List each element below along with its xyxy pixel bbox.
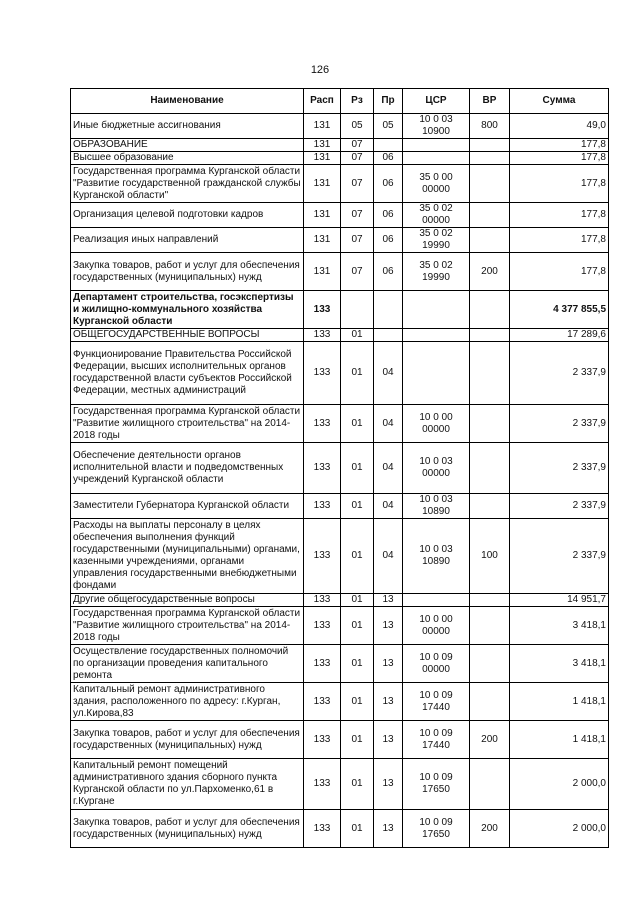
cell-pr: 13 xyxy=(374,810,403,848)
cell-pr: 04 xyxy=(374,443,403,494)
cell-sum: 2 337,9 xyxy=(510,342,609,405)
cell-rasp: 133 xyxy=(304,291,341,329)
cell-csr: 10 0 09 17440 xyxy=(403,683,470,721)
cell-rasp: 133 xyxy=(304,342,341,405)
cell-rz: 01 xyxy=(341,683,374,721)
cell-csr: 10 0 03 10890 xyxy=(403,519,470,594)
cell-vr xyxy=(470,594,510,607)
cell-sum: 3 418,1 xyxy=(510,645,609,683)
cell-sum: 177,8 xyxy=(510,139,609,152)
table-row xyxy=(71,721,609,759)
cell-csr: 35 0 00 00000 xyxy=(403,165,470,203)
cell-sum: 2 000,0 xyxy=(510,759,609,810)
cell-vr xyxy=(470,645,510,683)
cell-csr: 35 0 02 19990 xyxy=(403,228,470,253)
budget-table xyxy=(70,88,609,848)
cell-name: Иные бюджетные ассигнования xyxy=(71,114,304,139)
cell-pr: 06 xyxy=(374,228,403,253)
cell-rasp: 131 xyxy=(304,139,341,152)
cell-csr: 10 0 09 17440 xyxy=(403,721,470,759)
cell-pr xyxy=(374,139,403,152)
table-row xyxy=(71,519,609,594)
cell-sum: 177,8 xyxy=(510,228,609,253)
cell-vr: 800 xyxy=(470,114,510,139)
cell-csr xyxy=(403,594,470,607)
cell-vr xyxy=(470,683,510,721)
cell-name: Реализация иных направлений xyxy=(71,228,304,253)
table-row xyxy=(71,165,609,203)
cell-vr xyxy=(470,228,510,253)
cell-pr: 13 xyxy=(374,759,403,810)
table-row xyxy=(71,810,609,848)
table-row xyxy=(71,494,609,519)
table-row xyxy=(71,645,609,683)
table-row xyxy=(71,342,609,405)
cell-rasp: 131 xyxy=(304,203,341,228)
cell-pr: 04 xyxy=(374,342,403,405)
table-row xyxy=(71,139,609,152)
cell-name: Другие общегосударственные вопросы xyxy=(71,594,304,607)
cell-name: ОБЩЕГОСУДАРСТВЕННЫЕ ВОПРОСЫ xyxy=(71,329,304,342)
cell-rasp: 131 xyxy=(304,228,341,253)
cell-rz: 07 xyxy=(341,139,374,152)
cell-csr xyxy=(403,139,470,152)
cell-rasp: 133 xyxy=(304,443,341,494)
cell-name: Высшее образование xyxy=(71,152,304,165)
cell-vr: 200 xyxy=(470,721,510,759)
cell-pr xyxy=(374,291,403,329)
cell-vr xyxy=(470,607,510,645)
cell-sum: 177,8 xyxy=(510,253,609,291)
cell-vr xyxy=(470,152,510,165)
cell-pr: 06 xyxy=(374,203,403,228)
cell-rasp: 131 xyxy=(304,152,341,165)
cell-sum: 3 418,1 xyxy=(510,607,609,645)
cell-rasp: 133 xyxy=(304,594,341,607)
cell-rz xyxy=(341,291,374,329)
table-row xyxy=(71,683,609,721)
cell-vr xyxy=(470,203,510,228)
cell-pr: 04 xyxy=(374,405,403,443)
cell-rasp: 133 xyxy=(304,405,341,443)
cell-vr: 200 xyxy=(470,253,510,291)
cell-pr: 06 xyxy=(374,253,403,291)
cell-name: Заместители Губернатора Курганской области xyxy=(71,494,304,519)
cell-rz: 01 xyxy=(341,405,374,443)
cell-rz: 01 xyxy=(341,721,374,759)
cell-sum: 17 289,6 xyxy=(510,329,609,342)
table-header-row xyxy=(71,89,609,114)
cell-sum: 2 337,9 xyxy=(510,443,609,494)
column-header-sum: Сумма xyxy=(510,89,609,114)
cell-vr xyxy=(470,329,510,342)
cell-rasp: 131 xyxy=(304,165,341,203)
cell-pr: 13 xyxy=(374,683,403,721)
cell-vr: 100 xyxy=(470,519,510,594)
cell-name: Обеспечение деятельности органов исполнительной власти и подведомственных учреждений Курганской области xyxy=(71,443,304,494)
cell-pr: 04 xyxy=(374,494,403,519)
cell-rz: 01 xyxy=(341,342,374,405)
cell-rz: 07 xyxy=(341,253,374,291)
cell-sum: 177,8 xyxy=(510,203,609,228)
cell-rasp: 133 xyxy=(304,519,341,594)
page-number: 126 xyxy=(310,64,330,76)
cell-csr xyxy=(403,342,470,405)
column-header-csr: ЦСР xyxy=(403,89,470,114)
cell-rz: 07 xyxy=(341,228,374,253)
cell-name: Капитальный ремонт помещений административного здания сборного пункта Курганской области по ул.Пархоменко,61 в г.Кургане xyxy=(71,759,304,810)
column-header-name: Наименование xyxy=(71,89,304,114)
cell-vr xyxy=(470,291,510,329)
cell-rasp: 133 xyxy=(304,329,341,342)
cell-sum: 177,8 xyxy=(510,152,609,165)
table-row xyxy=(71,114,609,139)
column-header-rz: Рз xyxy=(341,89,374,114)
cell-name: Департамент строительства, госэкспертизы и жилищно-коммунального хозяйства Курганской области xyxy=(71,291,304,329)
cell-vr xyxy=(470,494,510,519)
cell-name: Государственная программа Курганской области "Развитие государственной гражданской службы Курганской области" xyxy=(71,165,304,203)
cell-vr xyxy=(470,759,510,810)
cell-sum: 2 337,9 xyxy=(510,494,609,519)
cell-name: Осуществление государственных полномочий по организации проведения капитального ремонта xyxy=(71,645,304,683)
cell-sum: 1 418,1 xyxy=(510,721,609,759)
cell-vr xyxy=(470,443,510,494)
cell-rasp: 133 xyxy=(304,683,341,721)
cell-pr xyxy=(374,329,403,342)
cell-name: Закупка товаров, работ и услуг для обеспечения государственных (муниципальных) нужд xyxy=(71,253,304,291)
cell-name: Государственная программа Курганской области "Развитие жилищного строительства" на 2014-2018 годы xyxy=(71,607,304,645)
cell-rz: 07 xyxy=(341,165,374,203)
cell-csr xyxy=(403,329,470,342)
cell-name: Функционирование Правительства Российской Федерации, высших исполнительных органов государственной власти субъектов Российской Федерации, местных администраций xyxy=(71,342,304,405)
cell-rz: 01 xyxy=(341,607,374,645)
cell-csr: 10 0 09 00000 xyxy=(403,645,470,683)
cell-pr: 06 xyxy=(374,152,403,165)
table-row xyxy=(71,228,609,253)
table-row xyxy=(71,443,609,494)
cell-pr: 05 xyxy=(374,114,403,139)
cell-rasp: 133 xyxy=(304,607,341,645)
cell-csr: 10 0 03 00000 xyxy=(403,443,470,494)
cell-sum: 2 337,9 xyxy=(510,519,609,594)
cell-csr: 10 0 00 00000 xyxy=(403,405,470,443)
column-header-vr: ВР xyxy=(470,89,510,114)
cell-vr xyxy=(470,139,510,152)
cell-pr: 04 xyxy=(374,519,403,594)
cell-name: Закупка товаров, работ и услуг для обеспечения государственных (муниципальных) нужд xyxy=(71,810,304,848)
cell-csr: 35 0 02 19990 xyxy=(403,253,470,291)
cell-rz: 01 xyxy=(341,645,374,683)
cell-csr xyxy=(403,291,470,329)
cell-rasp: 133 xyxy=(304,645,341,683)
cell-rz: 01 xyxy=(341,443,374,494)
cell-pr: 13 xyxy=(374,645,403,683)
cell-rz: 01 xyxy=(341,494,374,519)
table-row xyxy=(71,203,609,228)
cell-csr: 10 0 09 17650 xyxy=(403,759,470,810)
cell-sum: 177,8 xyxy=(510,165,609,203)
table-row xyxy=(71,253,609,291)
table-row xyxy=(71,759,609,810)
column-header-rasp: Расп xyxy=(304,89,341,114)
table-body xyxy=(71,114,609,848)
cell-name: Закупка товаров, работ и услуг для обеспечения государственных (муниципальных) нужд xyxy=(71,721,304,759)
cell-name: Расходы на выплаты персоналу в целях обеспечения выполнения функций государственными (муниципальными) органами, казенными учреждениями, органами управления государственными внебюджетными фондами xyxy=(71,519,304,594)
table-row xyxy=(71,152,609,165)
cell-rz: 01 xyxy=(341,810,374,848)
cell-sum: 1 418,1 xyxy=(510,683,609,721)
cell-name: Организация целевой подготовки кадров xyxy=(71,203,304,228)
cell-rz: 07 xyxy=(341,152,374,165)
cell-rasp: 133 xyxy=(304,721,341,759)
table-row xyxy=(71,329,609,342)
cell-sum: 4 377 855,5 xyxy=(510,291,609,329)
cell-csr: 35 0 02 00000 xyxy=(403,203,470,228)
cell-rz: 01 xyxy=(341,594,374,607)
cell-csr: 10 0 03 10900 xyxy=(403,114,470,139)
cell-name: Капитальный ремонт административного здания, расположенного по адресу: г.Курган, ул.Кирова,83 xyxy=(71,683,304,721)
cell-rasp: 133 xyxy=(304,759,341,810)
cell-rasp: 133 xyxy=(304,810,341,848)
cell-rz: 07 xyxy=(341,203,374,228)
cell-sum: 14 951,7 xyxy=(510,594,609,607)
cell-rasp: 133 xyxy=(304,494,341,519)
cell-pr: 13 xyxy=(374,721,403,759)
cell-vr: 200 xyxy=(470,810,510,848)
cell-rz: 05 xyxy=(341,114,374,139)
cell-vr xyxy=(470,405,510,443)
cell-vr xyxy=(470,342,510,405)
cell-rz: 01 xyxy=(341,759,374,810)
cell-pr: 06 xyxy=(374,165,403,203)
cell-pr: 13 xyxy=(374,594,403,607)
cell-name: ОБРАЗОВАНИЕ xyxy=(71,139,304,152)
cell-csr: 10 0 09 17650 xyxy=(403,810,470,848)
table-row xyxy=(71,405,609,443)
table-row xyxy=(71,607,609,645)
cell-csr: 10 0 03 10890 xyxy=(403,494,470,519)
table-row xyxy=(71,291,609,329)
cell-vr xyxy=(470,165,510,203)
cell-rasp: 131 xyxy=(304,114,341,139)
cell-name: Государственная программа Курганской области "Развитие жилищного строительства" на 2014-2018 годы xyxy=(71,405,304,443)
cell-pr: 13 xyxy=(374,607,403,645)
column-header-pr: Пр xyxy=(374,89,403,114)
cell-sum: 2 000,0 xyxy=(510,810,609,848)
cell-csr xyxy=(403,152,470,165)
cell-sum: 49,0 xyxy=(510,114,609,139)
cell-csr: 10 0 00 00000 xyxy=(403,607,470,645)
cell-rasp: 131 xyxy=(304,253,341,291)
cell-rz: 01 xyxy=(341,329,374,342)
table-row xyxy=(71,594,609,607)
cell-sum: 2 337,9 xyxy=(510,405,609,443)
cell-rz: 01 xyxy=(341,519,374,594)
